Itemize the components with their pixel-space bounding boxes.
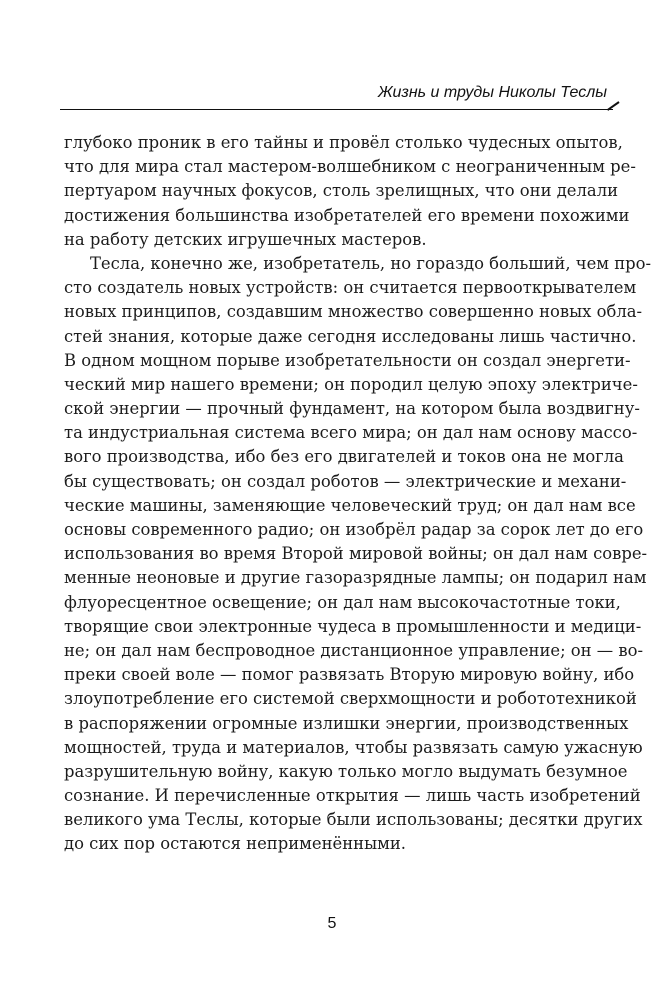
text-line: использования во время Второй мировой войны; он дал нам совре- [64, 544, 648, 564]
text-line: Тесла, конечно же, изобретатель, но гораздо больший, чем про- [90, 253, 652, 273]
text-line: бы существовать; он создал роботов — электрические и механи- [64, 471, 627, 491]
text-line: основы современного радио; он изобрёл радар за сорок лет до его [64, 520, 644, 539]
text-line: вого производства, ибо без его двигателей и токов она не могла [64, 447, 624, 467]
text-line: в распоряжении огромные излишки энергии, производственных [64, 713, 629, 733]
text-line: та индустриальная система всего мира; он дал нам основу массо- [64, 423, 638, 443]
text-line: ческий мир нашего времени; он породил целую эпоху электриче- [64, 374, 638, 394]
text-line: глубоко проник в его тайны и провёл столько чудесных опытов, [64, 133, 623, 152]
text-line: ской энергии — прочный фундамент, на котором была воздвигну- [64, 399, 640, 419]
text-line: стей знания, которые даже сегодня исследованы лишь частично. [64, 326, 637, 346]
text-line: преки своей воле — помог развязать Вторую мировую войну, ибо [64, 665, 635, 685]
text-line: пертуаром научных фокусов, столь зрелищных, что они делали [64, 181, 619, 201]
text-line: новых принципов, создавшим множество совершенно новых обла- [64, 302, 643, 322]
text-line: великого ума Теслы, которые были использованы; десятки других [64, 810, 643, 830]
text-line: не; он дал нам беспроводное дистанционное управление; он — во- [64, 640, 644, 660]
body-text [64, 131, 652, 857]
text-line: В одном мощном порыве изобретательности он создал энергети- [64, 350, 631, 370]
text-line: на работу детских игрушечных мастеров. [64, 229, 427, 249]
running-header-title: Жизнь и труды Николы Теслы [377, 84, 607, 101]
running-header [60, 84, 613, 114]
text-line: сто создатель новых устройств: он считается первооткрывателем [64, 278, 637, 298]
text-line: мощностей, труда и материалов, чтобы развязать самую ужасную [64, 737, 643, 757]
text-line: злоупотребление его системой сверхмощности и робототехникой [64, 689, 637, 709]
text-line: до сих пор остаются неприменёнными. [64, 834, 406, 854]
text-line: достижения большинства изобретателей его времени похожими [64, 205, 630, 225]
text-line: ческие машины, заменяющие человеческий труд; он дал нам все [64, 495, 636, 515]
text-line: что для мира стал мастером-волшебником с неограниченным ре- [64, 157, 636, 177]
text-line: творящие свои электронные чудеса в промышленности и медици- [64, 616, 642, 636]
header-rule [60, 109, 613, 110]
header-rule-flourish [607, 101, 620, 111]
text-line: сознание. И перечисленные открытия — лишь часть изобретений [64, 786, 641, 806]
page-number: 5 [327, 915, 337, 932]
text-line: менные неоновые и другие газоразрядные лампы; он подарил нам [64, 568, 647, 588]
text-line: флуоресцентное освещение; он дал нам высокочастотные токи, [64, 592, 621, 612]
text-line: разрушительную войну, какую только могло выдумать безумное [64, 761, 628, 781]
